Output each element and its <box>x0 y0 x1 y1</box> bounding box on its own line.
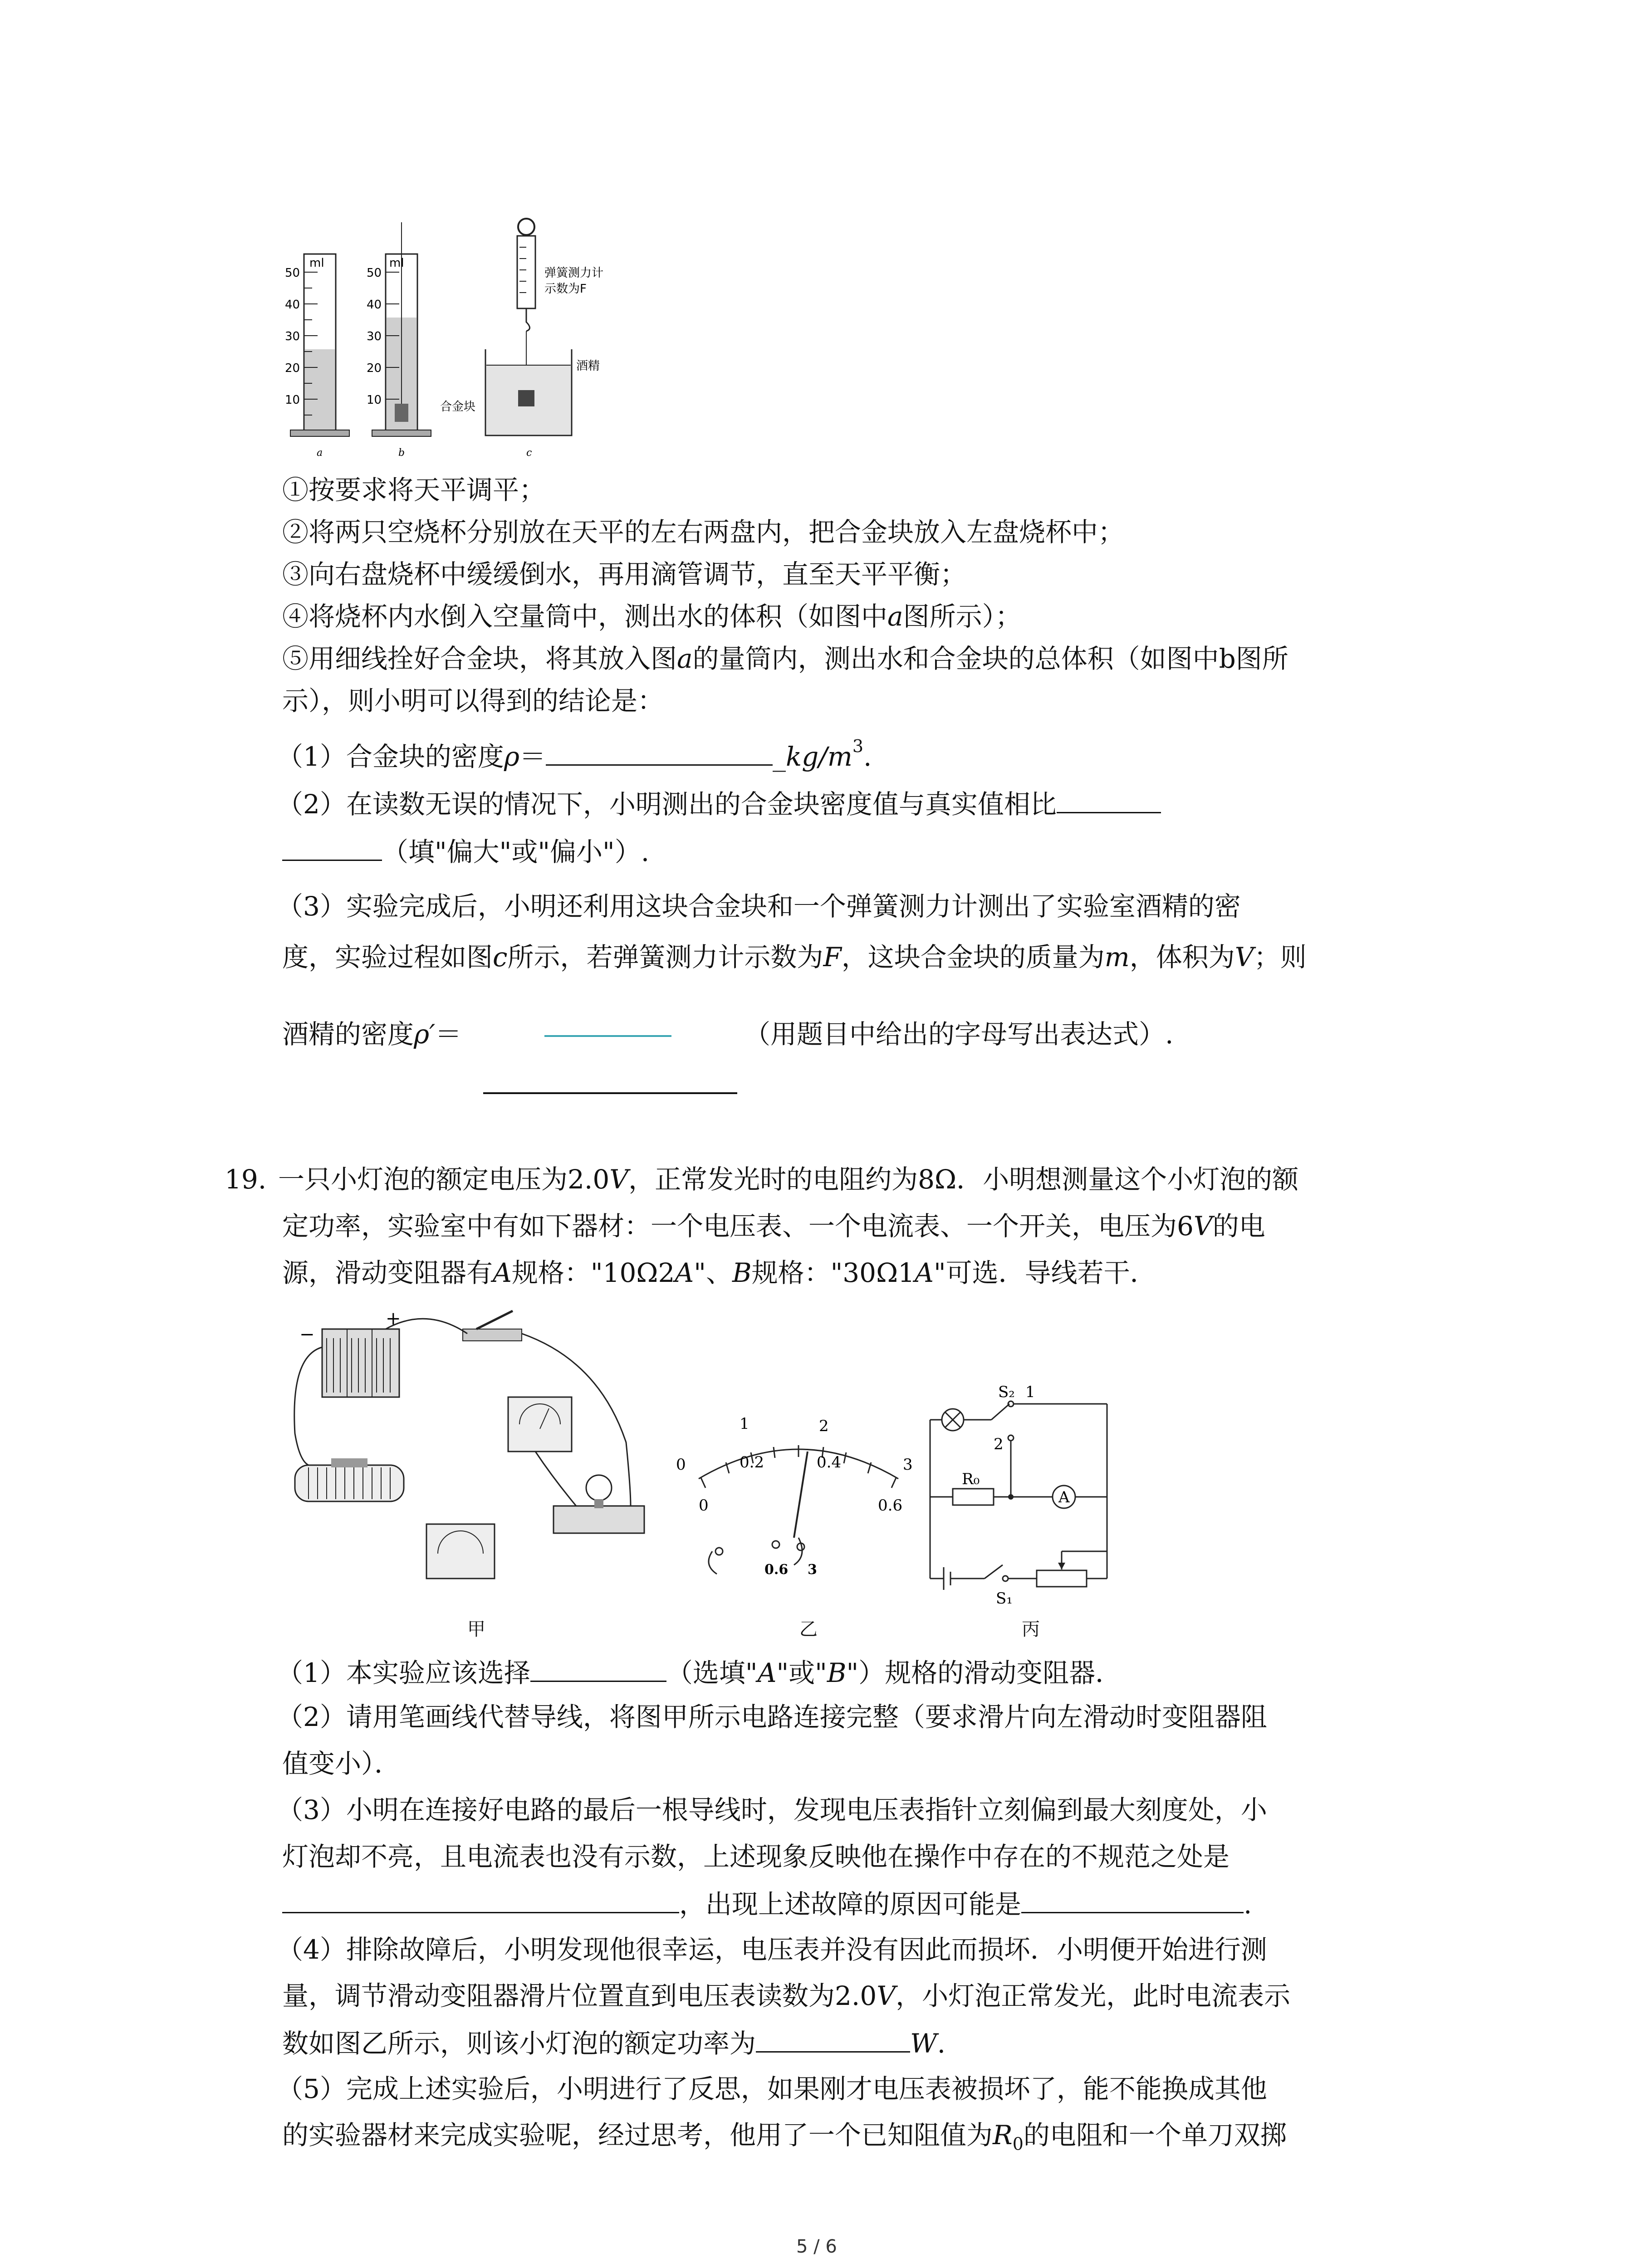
cap-c: c <box>526 447 532 459</box>
q18-part3: （3）实验完成后，小明还利用这块合金块和一个弹簧测力计测出了实验室酒精的密 <box>277 891 1241 922</box>
figure-schematic-bing <box>916 1379 1125 1606</box>
q19-number: 19. <box>225 1164 267 1195</box>
cyl-a-tick-30: 30 <box>285 330 300 343</box>
terminal-3: 3 <box>808 1562 817 1578</box>
step-5: ⑤用细线拴好合金块，将其放入图a的量筒内，测出水和合金块的总体积（如图中b图所 <box>282 643 1288 674</box>
q19-sub3: （3）小明在连接好电路的最后一根导线时，发现电压表指针立刻偏到最大刻度处，小 <box>277 1794 1267 1825</box>
caption-bing: 丙 <box>1022 1619 1040 1640</box>
caption-yi: 乙 <box>799 1619 818 1640</box>
cyl-b-tick-50: 50 <box>367 266 382 280</box>
label-1: 1 <box>1025 1383 1035 1401</box>
meter-top-1: 1 <box>740 1415 749 1433</box>
cylinder-a <box>290 254 349 436</box>
meter-top-2: 2 <box>819 1417 829 1435</box>
battery-plus: + <box>386 1308 401 1329</box>
step-2: ②将两只空烧杯分别放在天平的左右两盘内，把合金块放入左盘烧杯中； <box>282 517 1125 547</box>
meter-top-0: 0 <box>676 1456 686 1474</box>
q19-sub4-line3: 数如图乙所示，则该小灯泡的额定功率为 W. <box>282 2024 945 2062</box>
switch <box>463 1311 522 1341</box>
page-number: 5 / 6 <box>796 2236 837 2257</box>
q19-sub3-line2: 灯泡却不亮，且电流表也没有示数，上述现象反映他在操作中存在的不规范之处是 <box>282 1841 1230 1872</box>
cyl-b-tick-30: 30 <box>367 330 382 343</box>
answer-blank-alcohol-density[interactable] <box>544 1035 671 1037</box>
rheostat <box>295 1458 404 1501</box>
cyl-b-tick-20: 20 <box>367 362 382 375</box>
q19-line3: 源，滑动变阻器有A规格："10Ω2A"、B规格："30Ω1A"可选．导线若干． <box>282 1257 1156 1288</box>
meter-top-3: 3 <box>903 1456 913 1474</box>
cyl-a-unit: ml <box>309 256 324 270</box>
battery-minus: − <box>299 1324 315 1345</box>
step-5-cont: 示），则小明可以得到的结论是： <box>282 685 664 716</box>
cap-a: a <box>317 447 323 459</box>
cyl-b-tick-10: 10 <box>367 393 382 407</box>
ammeter <box>426 1524 495 1579</box>
answer-blank-fault-cause[interactable] <box>1021 1885 1244 1913</box>
step-1: ①按要求将天平调平； <box>282 474 546 505</box>
figure-circuit-jia <box>281 1306 690 1606</box>
label-A: A <box>1058 1488 1070 1506</box>
q19-sub2-cont: 值变小）． <box>282 1748 401 1779</box>
q19-sub4-line2: 量，调节滑动变阻器滑片位置直到电压表读数为2.0V，小灯泡正常发光，此时电流表示 <box>282 1980 1291 2011</box>
q18-part1: （1）合金块的密度$\rho= \_kg/m^3$. <box>277 736 872 772</box>
q19-sub4: （4）排除故障后，小明发现他很幸运，电压表并没有因此而损坏．小明便开始进行测 <box>277 1934 1267 1965</box>
answer-blank-power[interactable] <box>756 2024 910 2053</box>
q19-line2: 定功率，实验室中有如下器材：一个电压表、一个电流表、一个开关，电压为6V的电 <box>282 1211 1265 1242</box>
q19-sub2: （2）请用笔画线代替导线，将图甲所示电路连接完整（要求滑片向左滑动时变阻器阻 <box>277 1701 1267 1732</box>
beaker-alcohol <box>485 349 572 435</box>
q19-line1: 19. 一只小灯泡的额定电压为2.0V，正常发光时的电阻约为8Ω．小明想测量这个小灯泡的额 <box>225 1161 1298 1198</box>
q19-sub1: （1）本实验应该选择 （选填"A"或"B"）规格的滑动变阻器． <box>277 1653 1122 1691</box>
step-4: ④将烧杯内水倒入空量筒中，测出水的体积（如图中a图所示）； <box>282 601 1022 632</box>
meter-bottom-04: 0.4 <box>817 1453 842 1471</box>
alcohol-label: 酒精 <box>576 359 600 373</box>
q18-part2-cont: （填"偏大"或"偏小"）. <box>282 832 649 870</box>
spring-scale <box>517 219 535 390</box>
caption-jia: 甲 <box>467 1619 485 1640</box>
ammeter-needle <box>794 1452 808 1538</box>
figure-cylinders-spring <box>272 213 681 467</box>
label-S2: S₂ <box>998 1383 1015 1401</box>
cyl-b-unit: ml <box>389 256 404 270</box>
label-2: 2 <box>994 1435 1004 1453</box>
cyl-a-tick-40: 40 <box>285 298 300 312</box>
answer-blank-rheostat[interactable] <box>530 1653 666 1682</box>
cyl-a-tick-50: 50 <box>285 266 300 280</box>
figure-ammeter-yi <box>671 1402 926 1606</box>
cyl-a-tick-20: 20 <box>285 362 300 375</box>
cyl-a-tick-10: 10 <box>285 393 300 407</box>
meter-bottom-06: 0.6 <box>878 1496 903 1515</box>
terminal-06: 0.6 <box>764 1562 789 1578</box>
alloy-label: 合金块 <box>440 400 476 414</box>
meter-bottom-0: 0 <box>699 1496 709 1515</box>
cyl-b-tick-40: 40 <box>367 298 382 312</box>
label-S1: S₁ <box>996 1589 1013 1606</box>
q19-sub3-line3: ，出现上述故障的原因可能是 . <box>282 1885 1252 1922</box>
meter-bottom-02: 0.2 <box>740 1453 764 1471</box>
spring-label-1: 弹簧测力计 <box>544 266 604 280</box>
answer-blank-compare-1[interactable] <box>1057 785 1161 813</box>
label-R0: R₀ <box>962 1470 980 1488</box>
answer-blank-alcohol-density-2[interactable] <box>483 1092 737 1094</box>
step-3: ③向右盘烧杯中缓缓倒水，再用滴管调节，直至天平平衡； <box>282 559 967 590</box>
answer-blank-density[interactable] <box>546 737 773 766</box>
cap-b: b <box>398 447 405 459</box>
answer-blank-irregularity[interactable] <box>282 1885 679 1913</box>
battery <box>322 1329 399 1397</box>
q19-sub5-line2: 的实验器材来完成实验呢，经过思考，他用了一个已知阻值为$R_0$的电阻和一个单刀双掷 <box>282 2120 1287 2154</box>
q18-part3-hint: （用题目中给出的字母写出表达式）. <box>744 1019 1174 1050</box>
answer-blank-compare-2[interactable] <box>282 832 382 861</box>
q18-part3-line3: 酒精的密度ρ′＝ <box>282 1019 462 1050</box>
spring-label-2: 示数为F <box>544 282 587 296</box>
q18-part2: （2）在读数无误的情况下，小明测出的合金块密度值与真实值相比 <box>277 785 1161 822</box>
q18-part3-line2: 度，实验过程如图c所示，若弹簧测力计示数为F，这块合金块的质量为m，体积为V；则 <box>282 942 1307 973</box>
voltmeter <box>508 1397 572 1452</box>
q19-sub5: （5）完成上述实验后，小明进行了反思，如果刚才电压表被损坏了，能不能换成其他 <box>277 2073 1267 2104</box>
